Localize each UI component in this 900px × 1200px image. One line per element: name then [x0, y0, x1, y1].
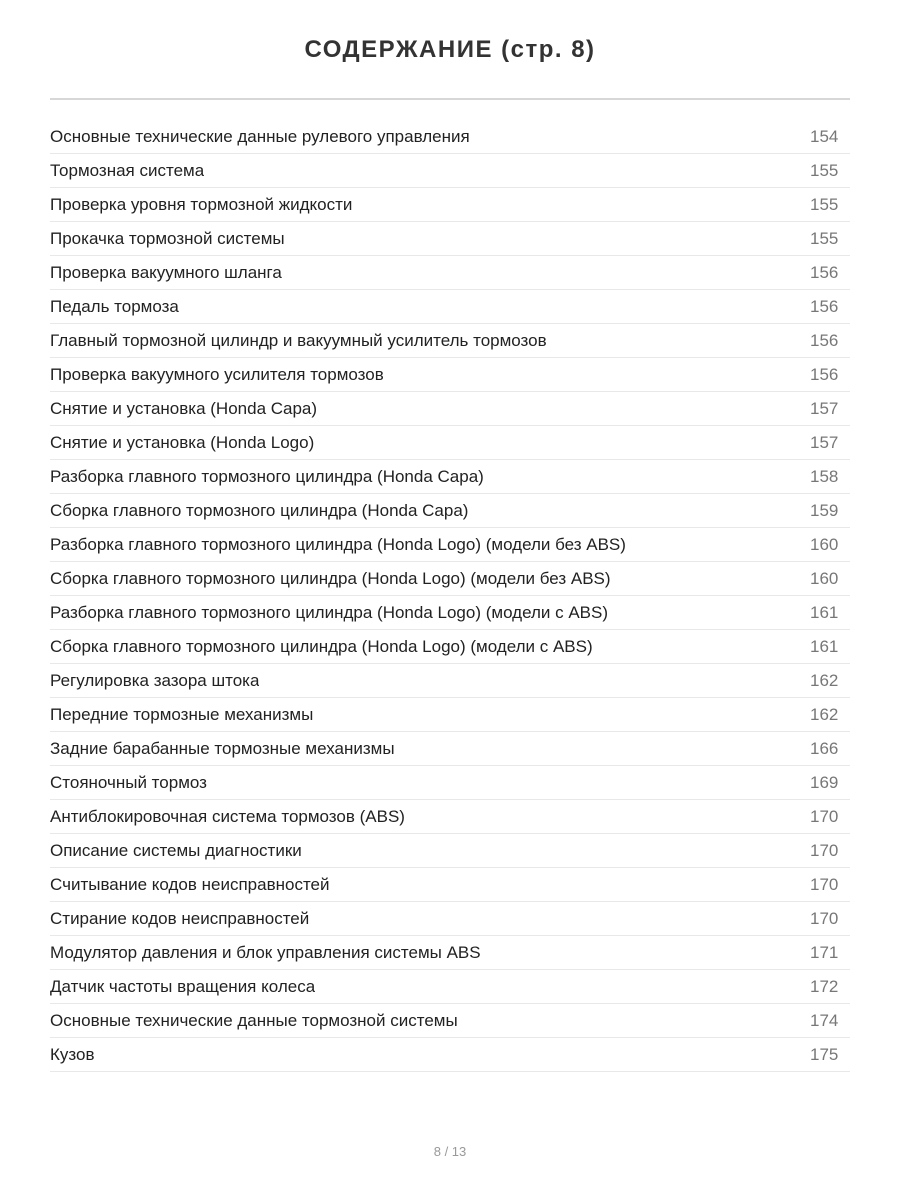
toc-entry-title[interactable]: Прокачка тормозной системы [50, 228, 285, 248]
toc-entry-page-number: 155 [810, 194, 839, 214]
page-title: СОДЕРЖАНИЕ (стр. 8) [304, 36, 596, 63]
toc-entry[interactable] [50, 834, 850, 868]
toc-entry-page-number: 162 [810, 704, 839, 724]
toc-entry[interactable] [50, 1038, 850, 1072]
toc-list [50, 120, 850, 1072]
toc-entry-page-number: 170 [810, 840, 839, 860]
toc-entry-title[interactable]: Регулировка зазора штока [50, 670, 260, 690]
toc-entry-title[interactable]: Разборка главного тормозного цилиндра (Honda Capa) [50, 466, 484, 486]
toc-entry-page-number: 155 [810, 228, 839, 248]
toc-entry[interactable] [50, 392, 850, 426]
toc-entry-title[interactable]: Задние барабанные тормозные механизмы [50, 738, 395, 758]
toc-entry-page-number: 156 [810, 364, 839, 384]
toc-entry-title[interactable]: Педаль тормоза [50, 296, 179, 316]
toc-entry-page-number: 174 [810, 1010, 839, 1030]
toc-entry-title[interactable]: Описание системы диагностики [50, 840, 302, 860]
toc-entry-page-number: 154 [810, 126, 839, 146]
toc-entry[interactable] [50, 120, 850, 154]
toc-entry-page-number: 156 [810, 262, 839, 282]
toc-entry[interactable] [50, 562, 850, 596]
toc-entry[interactable] [50, 766, 850, 800]
toc-entry-title[interactable]: Кузов [50, 1044, 95, 1064]
toc-entry[interactable] [50, 256, 850, 290]
toc-entry[interactable] [50, 290, 850, 324]
title-divider [50, 98, 850, 100]
toc-entry-page-number: 169 [810, 772, 839, 792]
toc-entry[interactable] [50, 426, 850, 460]
toc-entry-title[interactable]: Снятие и установка (Honda Logo) [50, 432, 315, 452]
toc-entry-page-number: 172 [810, 976, 839, 996]
toc-entry-title[interactable]: Проверка уровня тормозной жидкости [50, 194, 353, 214]
toc-entry[interactable] [50, 698, 850, 732]
toc-entry-page-number: 170 [810, 908, 839, 928]
toc-entry-title[interactable]: Сборка главного тормозного цилиндра (Honda Logo) (модели с ABS) [50, 636, 593, 656]
toc-entry-title[interactable]: Датчик частоты вращения колеса [50, 976, 316, 996]
toc-entry-page-number: 156 [810, 296, 839, 316]
toc-entry[interactable] [50, 528, 850, 562]
toc-entry[interactable] [50, 630, 850, 664]
toc-entry-page-number: 157 [810, 398, 839, 418]
toc-entry[interactable] [50, 936, 850, 970]
toc-entry-page-number: 166 [810, 738, 839, 758]
page-counter: 8 / 13 [433, 1144, 467, 1159]
toc-entry[interactable] [50, 222, 850, 256]
toc-entry-title[interactable]: Сборка главного тормозного цилиндра (Honda Logo) (модели без ABS) [50, 568, 611, 588]
toc-entry[interactable] [50, 868, 850, 902]
toc-entry-page-number: 170 [810, 874, 839, 894]
toc-entry[interactable] [50, 494, 850, 528]
toc-entry-title[interactable]: Антиблокировочная система тормозов (ABS) [50, 806, 405, 826]
toc-entry-page-number: 157 [810, 432, 839, 452]
toc-entry[interactable] [50, 902, 850, 936]
toc-entry-title[interactable]: Тормозная система [50, 160, 205, 180]
toc-entry-title[interactable]: Снятие и установка (Honda Capa) [50, 398, 318, 418]
toc-entry-page-number: 156 [810, 330, 839, 350]
toc-entry-title[interactable]: Стирание кодов неисправностей [50, 908, 310, 928]
toc-entry[interactable] [50, 460, 850, 494]
toc-entry[interactable] [50, 664, 850, 698]
toc-entry[interactable] [50, 154, 850, 188]
toc-entry-title[interactable]: Разборка главного тормозного цилиндра (Honda Logo) (модели с ABS) [50, 602, 609, 622]
toc-entry-title[interactable]: Основные технические данные тормозной системы [50, 1010, 458, 1030]
toc-entry-title[interactable]: Модулятор давления и блок управления системы ABS [50, 942, 481, 962]
toc-entry[interactable] [50, 596, 850, 630]
toc-entry-title[interactable]: Основные технические данные рулевого управления [50, 126, 470, 146]
toc-entry-page-number: 159 [810, 500, 839, 520]
toc-entry[interactable] [50, 732, 850, 766]
toc-entry-page-number: 155 [810, 160, 839, 180]
toc-entry-page-number: 161 [810, 636, 839, 656]
toc-entry-page-number: 161 [810, 602, 839, 622]
toc-entry[interactable] [50, 970, 850, 1004]
toc-entry[interactable] [50, 324, 850, 358]
toc-entry[interactable] [50, 188, 850, 222]
toc-entry[interactable] [50, 1004, 850, 1038]
toc-entry-title[interactable]: Считывание кодов неисправностей [50, 874, 330, 894]
toc-entry-title[interactable]: Разборка главного тормозного цилиндра (Honda Logo) (модели без ABS) [50, 534, 626, 554]
toc-entry-title[interactable]: Проверка вакуумного усилителя тормозов [50, 364, 384, 384]
toc-entry[interactable] [50, 358, 850, 392]
toc-entry-title[interactable]: Главный тормозной цилиндр и вакуумный усилитель тормозов [50, 330, 547, 350]
toc-entry-title[interactable]: Передние тормозные механизмы [50, 704, 314, 724]
toc-entry-page-number: 170 [810, 806, 839, 826]
toc-entry-title[interactable]: Проверка вакуумного шланга [50, 262, 282, 282]
toc-entry-page-number: 175 [810, 1044, 839, 1064]
toc-entry-page-number: 160 [810, 568, 839, 588]
toc-entry-title[interactable]: Стояночный тормоз [50, 772, 207, 792]
toc-entry-page-number: 171 [810, 942, 839, 962]
toc-entry-page-number: 162 [810, 670, 839, 690]
toc-entry[interactable] [50, 800, 850, 834]
toc-entry-title[interactable]: Сборка главного тормозного цилиндра (Honda Capa) [50, 500, 469, 520]
toc-entry-page-number: 158 [810, 466, 839, 486]
toc-entry-page-number: 160 [810, 534, 839, 554]
